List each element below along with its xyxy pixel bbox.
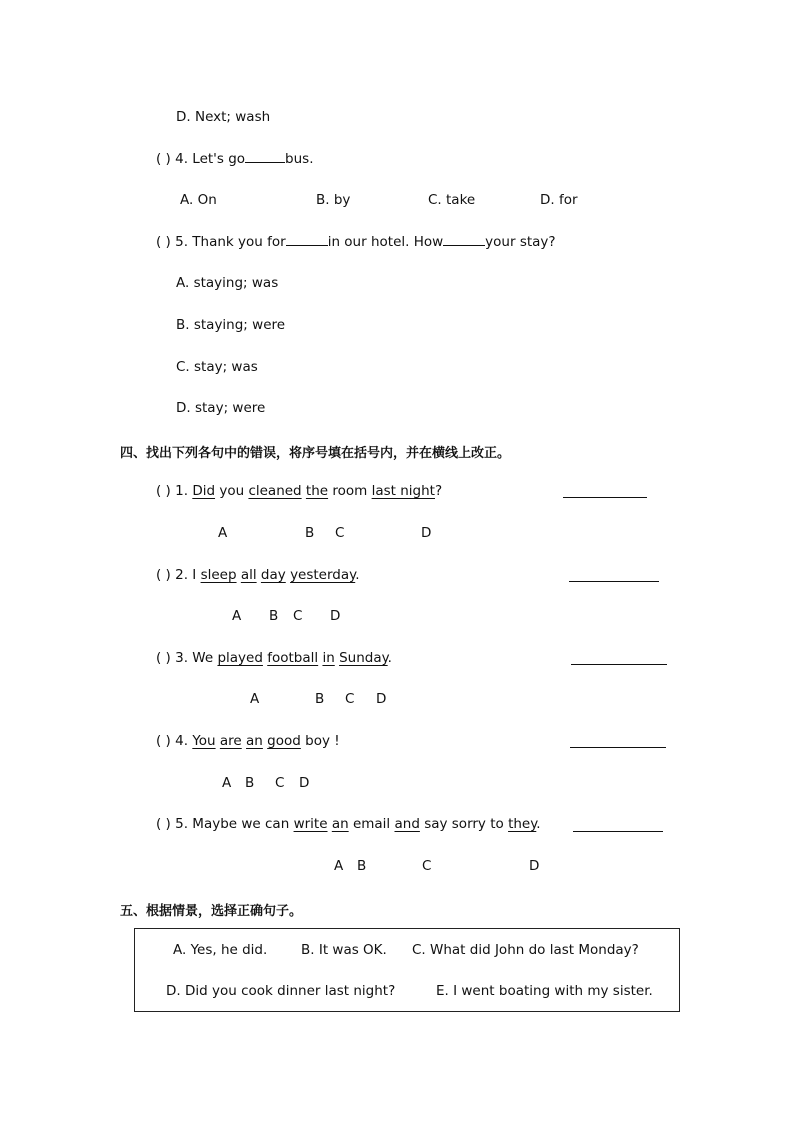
correction-line[interactable] <box>573 831 663 832</box>
box-option-c: C. What did John do last Monday? <box>412 942 639 958</box>
box-option-d: D. Did you cook dinner last night? <box>166 983 396 999</box>
s4-item-3: ( ) 3. We played football in Sunday. <box>156 650 392 666</box>
box-option-b: B. It was OK. <box>301 942 387 958</box>
q4-option-d: D. for <box>540 192 578 208</box>
error-option-d: last night <box>371 483 435 499</box>
error-option-c: day <box>260 567 286 583</box>
answer-bracket[interactable]: ( ) <box>156 733 171 749</box>
q5-option-d: D. stay; were <box>176 400 266 416</box>
letter-d: D <box>299 775 310 791</box>
letter-b: B <box>315 691 325 707</box>
error-option-d: yesterday <box>290 567 356 583</box>
letter-b: B <box>357 858 367 874</box>
letter-c: C <box>293 608 303 624</box>
q4-option-c: C. take <box>428 192 476 208</box>
letter-d: D <box>330 608 341 624</box>
error-option-b: cleaned <box>248 483 302 499</box>
section5-title: 五、根据情景，选择正确句子。 <box>120 904 303 919</box>
letter-c: C <box>422 858 432 874</box>
error-option-c: the <box>305 483 329 499</box>
letter-c: C <box>345 691 355 707</box>
letter-b: B <box>245 775 255 791</box>
q3-option-d: D. Next; wash <box>176 109 271 125</box>
error-option-b: are <box>219 733 242 749</box>
error-option-b: an <box>331 816 349 832</box>
error-option-c: in <box>322 650 335 666</box>
answer-bracket[interactable]: ( ) <box>156 234 171 250</box>
error-option-a: Did <box>192 483 216 499</box>
letter-a: A <box>334 858 344 874</box>
error-option-a: You <box>192 733 216 749</box>
correction-line[interactable] <box>570 747 666 748</box>
section4-title: 四、找出下列各句中的错误，将序号填在括号内，并在横线上改正。 <box>120 446 511 461</box>
q5-option-a: A. staying; was <box>176 275 279 291</box>
q4-option-a: A. On <box>180 192 217 208</box>
letter-b: B <box>269 608 279 624</box>
letter-c: C <box>275 775 285 791</box>
q5-option-c: C. stay; was <box>176 359 258 375</box>
error-option-c: and <box>394 816 420 832</box>
q5-stem: ( ) 5. Thank you for in our hotel. How your stay? <box>156 234 556 250</box>
letter-d: D <box>529 858 540 874</box>
box-option-e: E. I went boating with my sister. <box>436 983 653 999</box>
answer-bracket[interactable]: ( ) <box>156 151 171 167</box>
answer-bracket[interactable]: ( ) <box>156 567 171 583</box>
error-option-a: write <box>293 816 328 832</box>
error-option-a: played <box>217 650 263 666</box>
error-option-b: football <box>267 650 319 666</box>
letter-a: A <box>232 608 242 624</box>
letter-d: D <box>376 691 387 707</box>
fill-blank[interactable] <box>286 244 328 246</box>
q4-option-b: B. by <box>316 192 351 208</box>
answer-bracket[interactable]: ( ) <box>156 650 171 666</box>
error-option-a: sleep <box>200 567 237 583</box>
error-option-d: they <box>508 816 537 832</box>
answer-bracket[interactable]: ( ) <box>156 483 171 499</box>
letter-a: A <box>218 525 228 541</box>
fill-blank[interactable] <box>245 161 285 163</box>
error-option-d: Sunday <box>339 650 388 666</box>
error-option-d: good <box>267 733 301 749</box>
q4-stem: ( ) 4. Let's go bus. <box>156 151 314 167</box>
correction-line[interactable] <box>571 664 667 665</box>
q5-option-b: B. staying; were <box>176 317 286 333</box>
fill-blank[interactable] <box>443 244 485 246</box>
box-option-a: A. Yes, he did. <box>173 942 268 958</box>
s4-item-1: ( ) 1. Did you cleaned the room last night? <box>156 483 443 499</box>
correction-line[interactable] <box>563 497 647 498</box>
letter-a: A <box>250 691 260 707</box>
error-option-c: an <box>246 733 263 749</box>
answer-bracket[interactable]: ( ) <box>156 816 171 832</box>
letter-c: C <box>335 525 345 541</box>
s4-item-5: ( ) 5. Maybe we can write an email and say sorry to they. <box>156 816 541 832</box>
correction-line[interactable] <box>569 581 659 582</box>
options-box <box>134 928 680 1012</box>
letter-d: D <box>421 525 432 541</box>
s4-item-2: ( ) 2. I sleep all day yesterday. <box>156 567 360 583</box>
s4-item-4: ( ) 4. You are an good boy ! <box>156 733 340 749</box>
letter-b: B <box>305 525 315 541</box>
error-option-b: all <box>240 567 257 583</box>
letter-a: A <box>222 775 232 791</box>
